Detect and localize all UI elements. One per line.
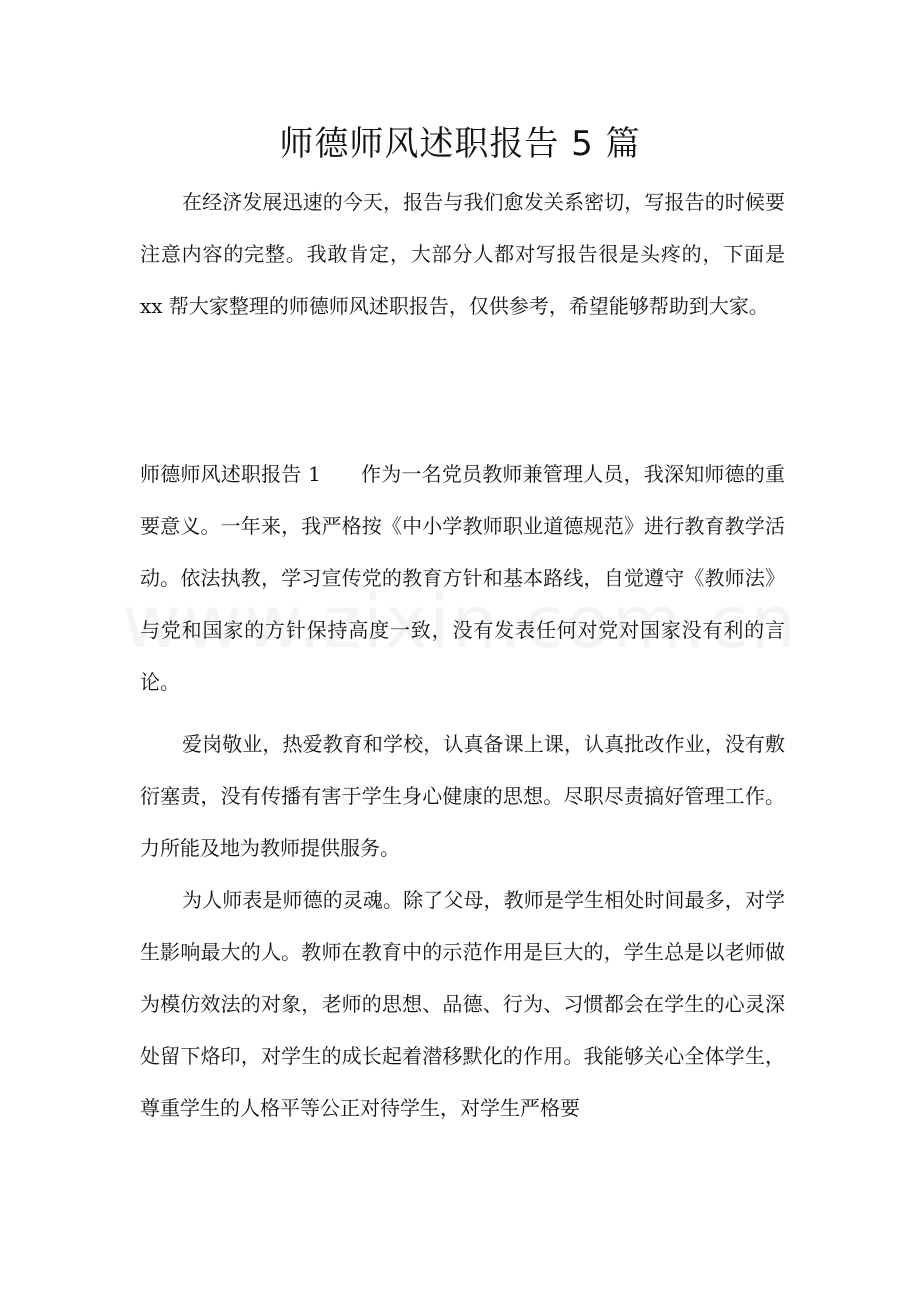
paragraph-3: 为人师表是师德的灵魂。除了父母，教师是学生相处时间最多，对学生影响最大的人。教师在教育中的示范作用是巨大的，学生总是以老师做为模仿效法的对象，老师的思想、品德、行为、习惯都会在学生的心灵深处留下烙印，对学生的成长起着潜移默化的作用。我能够关心全体学生，尊重学生的人格平等公正对待学生，对学生严格要	[140, 888, 785, 1120]
section-1-text: 作为一名党员教师兼管理人员，我深知师德的重要意义。一年来，我严格按《中小学教师职业道德规范》进行教育教学活动。依法执教，学习宣传党的教育方针和基本路线，自觉遵守《教师法》与党和国家的方针保持高度一致，没有发表任何对党对国家没有利的言论。	[140, 462, 785, 694]
intro-paragraph: 在经济发展迅速的今天，报告与我们愈发关系密切，写报告的时候要注意内容的完整。我敢肯定，大部分人都对写报告很是头疼的，下面是 xx 帮大家整理的师德师风述职报告，仅供参考，希望能够帮助到大家。	[140, 190, 785, 318]
paragraph-2: 爱岗敬业，热爱教育和学校，认真备课上课，认真批改作业，没有敷衍塞责，没有传播有害于学生身心健康的思想。尽职尽责搞好管理工作。力所能及地为教师提供服务。	[140, 732, 785, 860]
section-1-heading: 师德师风述职报告 1	[140, 462, 321, 486]
document-title: 师德师风述职报告 5 篇	[279, 124, 641, 164]
section-1-paragraph	[140, 448, 785, 708]
